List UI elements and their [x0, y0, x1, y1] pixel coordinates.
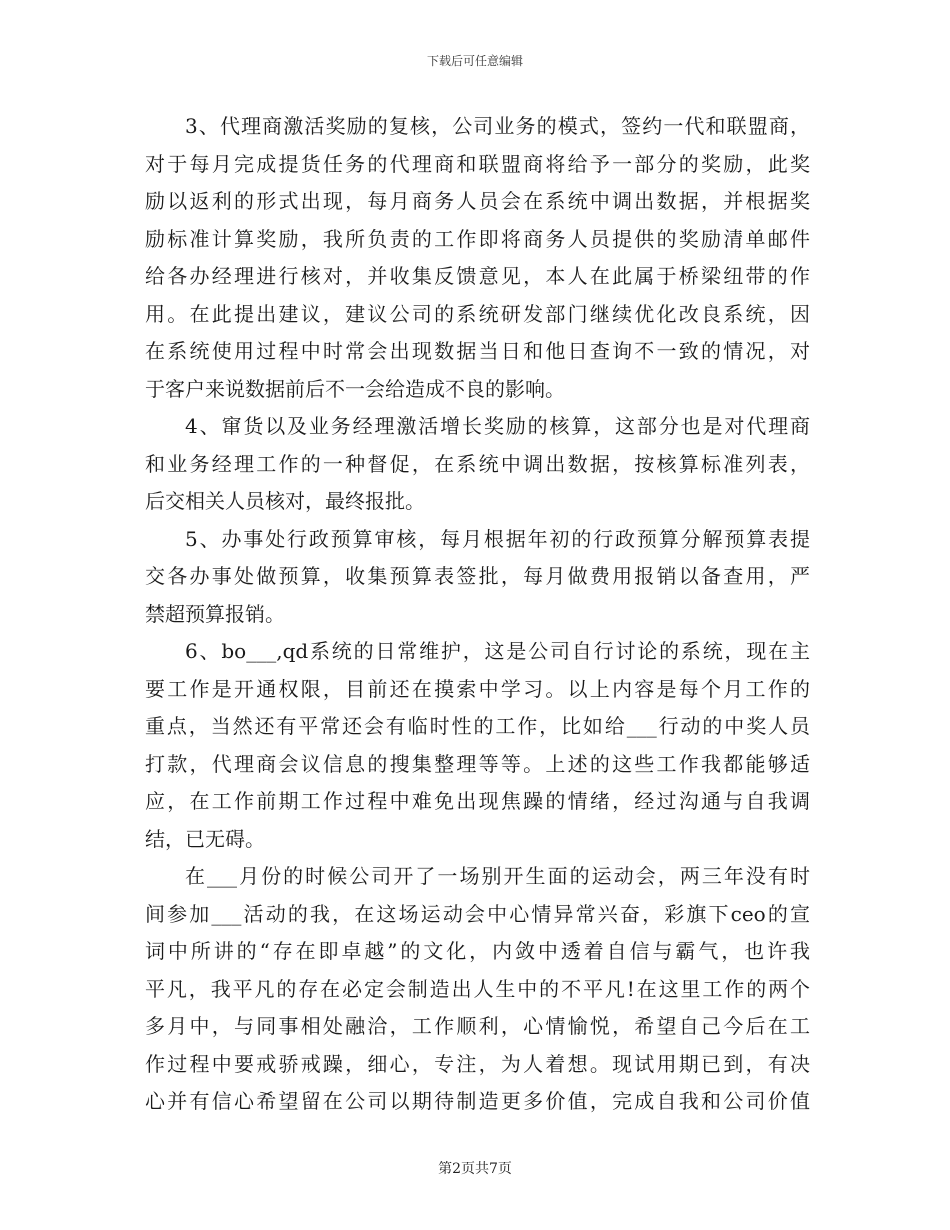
text-line: 对于每月完成提货任务的代理商和联盟商将给予一部分的奖励，此奖 — [145, 151, 810, 176]
page-header: 下载后可任意编辑 — [426, 54, 523, 68]
text-line: 4、窜货以及业务经理激活增长奖励的核算，这部分也是对代理商 — [185, 414, 810, 438]
text-line: 励标准计算奖励，我所负责的工作即将商务人员提供的奖励清单邮件 — [145, 226, 810, 251]
text-line: 词中所讲的“存在即卓越”的文化，内敛中透着自信与霸气，也许我 — [145, 939, 810, 963]
text-line: 在系统使用过程中时常会出现数据当日和他日查询不一致的情况，对 — [145, 339, 810, 363]
text-line: 禁超预算报销。 — [145, 601, 285, 626]
page-footer: 第2页共7页 — [438, 1161, 512, 1177]
text-line: 3、代理商激活奖励的复核，公司业务的模式，签约一代和联盟商， — [185, 114, 810, 138]
text-line: 平凡，我平凡的存在必定会制造出人生中的不平凡!在这里工作的两个 — [145, 976, 810, 1001]
text-line: 6、bo___,qd系统的日常维护，这是公司自行讨论的系统，现在主 — [185, 639, 810, 663]
text-line: 在___月份的时候公司开了一场别开生面的运动会，两三年没有时 — [185, 864, 810, 888]
paragraph-4 — [145, 408, 810, 521]
text-line: 用。在此提出建议，建议公司的系统研发部门继续优化改良系统，因 — [145, 301, 810, 326]
text-line: 重点，当然还有平常还会有临时性的工作，比如给___行动的中奖人员 — [145, 714, 810, 738]
text-line: 作过程中要戒骄戒躁，细心，专注，为人着想。现试用期已到，有决 — [145, 1051, 810, 1076]
paragraph-3 — [145, 108, 810, 408]
text-line: 励以返利的形式出现，每月商务人员会在系统中调出数据，并根据奖 — [145, 189, 810, 213]
text-line: 心并有信心希望留在公司以期待制造更多价值，完成自我和公司价值 — [145, 1089, 810, 1113]
text-line: 结，已无碍。 — [145, 826, 265, 851]
text-line: 应，在工作前期工作过程中难免出现焦躁的情绪，经过沟通与自我调 — [145, 789, 810, 813]
text-line: 要工作是开通权限，目前还在摸索中学习。以上内容是每个月工作的 — [145, 676, 810, 701]
text-line: 打款，代理商会议信息的搜集整理等等。上述的这些工作我都能够适 — [145, 751, 810, 776]
text-line: 间参加___活动的我，在这场运动会中心情异常兴奋，彩旗下ceo的宣 — [145, 901, 810, 926]
paragraph-6 — [145, 633, 810, 858]
document-body — [145, 108, 810, 1121]
text-line: 交各办事处做预算，收集预算表签批，每月做费用报销以备查用，严 — [145, 564, 810, 588]
paragraph-closing — [145, 858, 810, 1121]
text-line: 和业务经理工作的一种督促，在系统中调出数据，按核算标准列表， — [145, 451, 810, 476]
text-line: 5、办事处行政预算审核，每月根据年初的行政预算分解预算表提 — [185, 526, 810, 551]
text-line: 后交相关人员核对，最终报批。 — [145, 489, 425, 513]
text-line: 多月中，与同事相处融洽，工作顺利，心情愉悦，希望自己今后在工 — [145, 1014, 810, 1038]
text-line: 给各办经理进行核对，并收集反馈意见，本人在此属于桥梁纽带的作 — [145, 264, 810, 288]
text-line: 于客户来说数据前后不一会给造成不良的影响。 — [145, 376, 565, 401]
paragraph-5 — [145, 521, 810, 634]
